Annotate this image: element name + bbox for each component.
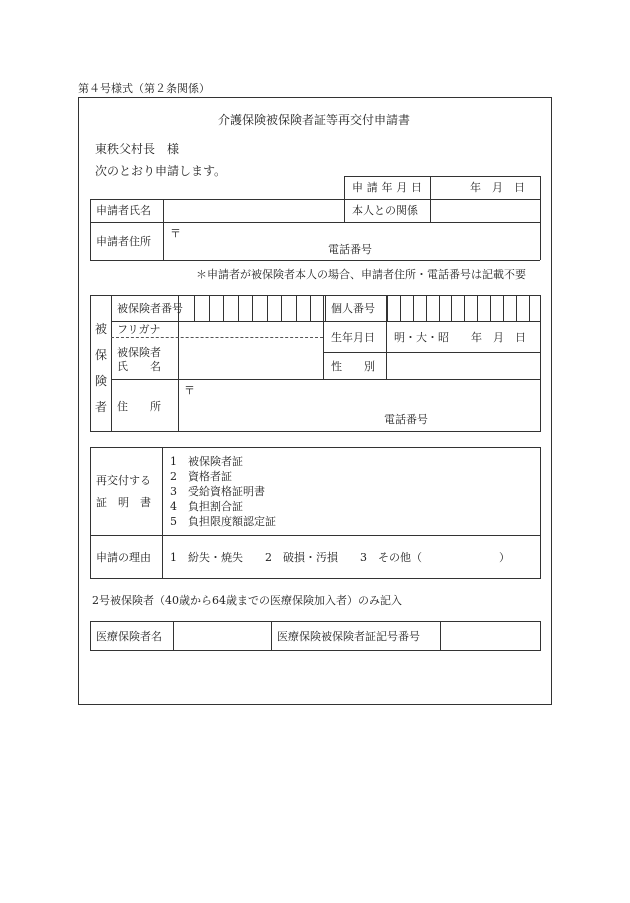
- relation-field[interactable]: [431, 200, 539, 221]
- personal-number-cells[interactable]: [386, 296, 542, 321]
- applicant-note: ＊申請者が被保険者本人の場合、申請者住所・電話番号は記載不要: [196, 268, 526, 281]
- reason-options[interactable]: 1 紛失・焼失 2 破損・汚損 3 その他（ ）: [170, 551, 510, 564]
- reissue-label-line: [162, 447, 163, 579]
- insured-phone-label: 電話番号: [384, 413, 428, 426]
- furigana-label: フリガナ: [117, 323, 161, 336]
- sex-label: 性 別: [331, 360, 375, 373]
- birth-date-label: 生年月日: [331, 331, 375, 344]
- applicant-left-line: [90, 199, 91, 260]
- insured-number-label: 被保険者番号: [117, 302, 183, 315]
- reissue-mid-line: [90, 535, 541, 536]
- reissue-item[interactable]: 1 被保険者証: [170, 455, 243, 468]
- reason-label: 申請の理由: [96, 551, 151, 564]
- sex-field[interactable]: [387, 353, 540, 378]
- insured-name-label-1: 被保険者: [117, 346, 161, 359]
- insured-name-label-2: 氏 名: [117, 360, 161, 373]
- reissue-item-list: [170, 454, 276, 529]
- insured-number-cells[interactable]: [194, 296, 339, 321]
- insured-line-1b: [323, 321, 541, 322]
- insured-side-label: [94, 322, 108, 426]
- form-title: 介護保険被保険者証等再交付申請書: [218, 113, 411, 127]
- insured-postal-mark: 〒: [184, 384, 195, 397]
- side-char: 険: [94, 374, 107, 388]
- applicant-bottom-line: [90, 260, 540, 261]
- side-char: 被: [94, 322, 107, 336]
- insured-name-field[interactable]: [179, 338, 322, 378]
- secondary-note: 2号被保険者（40歳から64歳までの医療保険加入者）のみ記入: [92, 594, 402, 607]
- applicant-mid-line: [344, 176, 345, 222]
- insurer-name-label: 医療保険者名: [96, 630, 162, 643]
- application-date-value[interactable]: 年 月 日: [470, 181, 525, 194]
- form-number: 第４号様式（第２条関係）: [78, 82, 210, 95]
- side-char: 保: [94, 348, 107, 362]
- applicant-right-line: [540, 176, 541, 260]
- personal-number-label: 個人番号: [331, 302, 375, 315]
- reissue-item[interactable]: 5 負担限度額認定証: [170, 515, 276, 528]
- reissue-label-2: 証 明 書: [96, 496, 151, 509]
- insured-card-number-field[interactable]: [441, 622, 540, 650]
- insurer-line-2: [271, 621, 272, 651]
- reissue-item[interactable]: 3 受給資格証明書: [170, 485, 265, 498]
- applicant-name-field[interactable]: [164, 200, 343, 221]
- applicant-address-label: 申請者住所: [96, 235, 151, 248]
- furigana-field[interactable]: [179, 322, 322, 336]
- reissue-item[interactable]: 4 負担割合証: [170, 500, 243, 513]
- insured-card-number-label: 医療保険被保険者証記号番号: [277, 630, 420, 643]
- intro-text: 次のとおり申請します。: [95, 164, 227, 178]
- applicant-name-label: 申請者氏名: [96, 204, 151, 217]
- insured-side-line: [111, 295, 112, 432]
- insured-address-label: 住 所: [117, 400, 161, 413]
- relation-label: 本人との関係: [352, 204, 418, 217]
- applicant-line-2: [90, 222, 540, 223]
- insured-address-line: [178, 379, 179, 432]
- applicant-phone-label: 電話番号: [328, 243, 372, 256]
- birth-date-value[interactable]: 明・大・昭 年 月 日: [394, 331, 526, 344]
- reissue-label-1: 再交付する: [96, 474, 151, 487]
- reissue-item[interactable]: 2 資格者証: [170, 470, 232, 483]
- side-char: 者: [94, 400, 107, 414]
- application-date-label: 申請年月日: [352, 181, 422, 194]
- insured-line-3: [111, 379, 541, 380]
- applicant-top-line: [344, 176, 540, 177]
- applicant-postal-mark: 〒: [170, 227, 181, 240]
- addressee: 東秩父村長 様: [95, 142, 180, 156]
- insurer-name-field[interactable]: [174, 622, 270, 650]
